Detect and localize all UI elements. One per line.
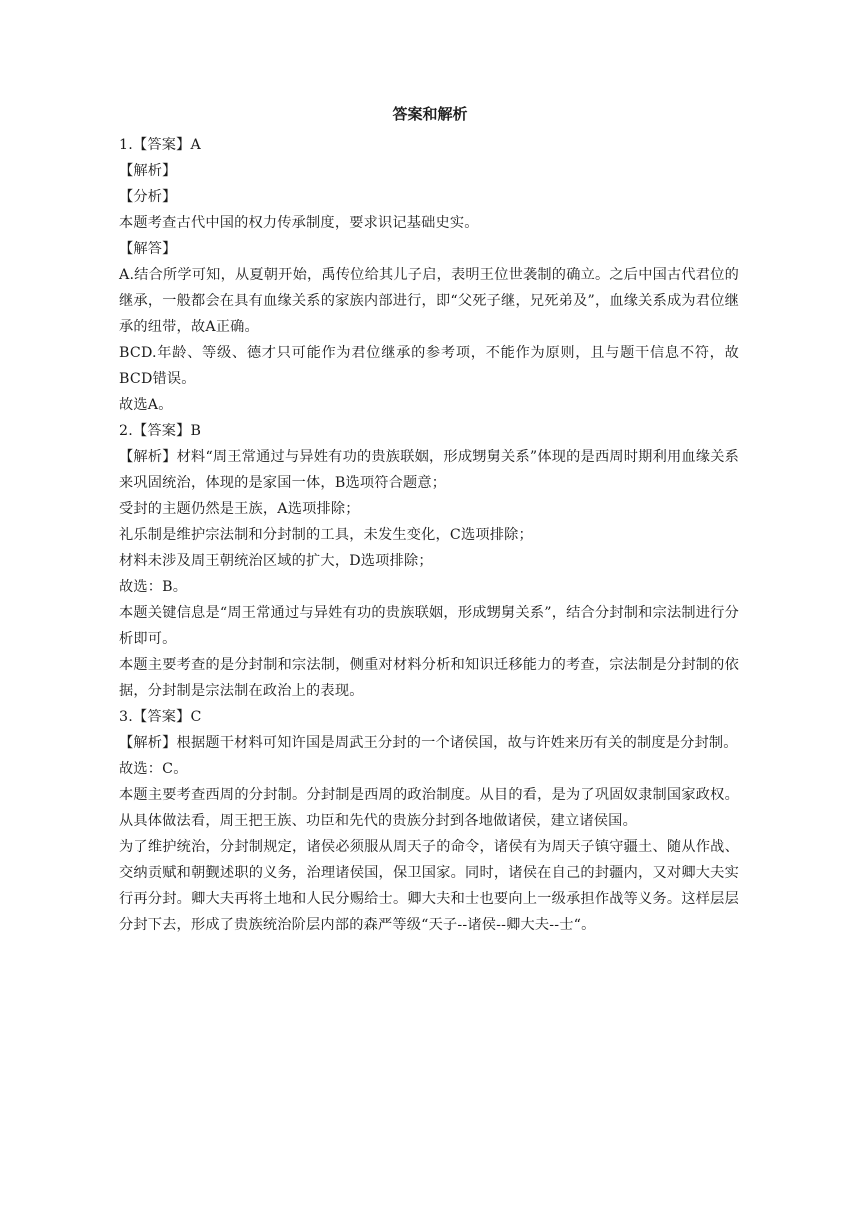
q3-conclusion: 故选：C。 (119, 761, 188, 777)
q1-conclusion: 故选A。 (119, 397, 173, 413)
q1-option-a: A.结合所学可知，从夏朝开始，禹传位给其儿子启，表明王位世袭制的确立。之后中国古代君位的继承，一般都会在具有血缘关系的家族内部进行，即“父死子继，兄死弟及”，血缘关系成为君位继承的纽带，故A正确。 (119, 267, 739, 335)
q3-analysis: 【解析】根据题干材料可知许国是周武王分封的一个诸侯国，故与许姓来历有关的制度是分封制。 (119, 735, 738, 751)
q3-summary: 本题主要考查西周的分封制。分封制是西周的政治制度。从目的看，是为了巩固奴隶制国家政权。从具体做法看，周王把王族、功臣和先代的贵族分封到各地做诸侯，建立诸侯国。 (119, 787, 739, 829)
q2-option-c: 礼乐制是维护宗法制和分封制的工具，未发生变化，C选项排除； (119, 527, 533, 543)
q1-fenxi-heading: 【分析】 (119, 189, 177, 205)
q2-option-a: 受封的主题仍然是王族，A选项排除； (119, 501, 360, 517)
q2-analysis: 【解析】材料“周王常通过与异姓有功的贵族联姻，形成甥舅关系”体现的是西周时期利用血缘关系来巩固统治，体现的是家国一体，B选项符合题意； (119, 449, 739, 491)
q1-option-bcd: BCD.年龄、等级、德才只可能作为君位继承的参考项，不能作为原则，且与题干信息不符，故BCD错误。 (119, 345, 739, 387)
q2-key-info: 本题关键信息是“周王常通过与异姓有功的贵族联姻，形成甥舅关系”，结合分封制和宗法制进行分析即可。 (119, 605, 739, 647)
document-body (119, 132, 739, 938)
q2-summary: 本题主要考查的是分封制和宗法制，侧重对材料分析和知识迁移能力的考查，宗法制是分封制的依据，分封制是宗法制在政治上的表现。 (119, 657, 739, 699)
q3-answer: 3.【答案】C (119, 709, 202, 725)
q1-jieda-heading: 【解答】 (119, 241, 177, 257)
q2-option-d: 材料未涉及周王朝统治区域的扩大，D选项排除； (119, 553, 433, 569)
q1-analysis-heading: 【解析】 (119, 163, 177, 179)
page-title: 答案和解析 (392, 105, 468, 123)
q1-answer: 1.【答案】A (119, 137, 201, 153)
q1-fenxi-text: 本题考查古代中国的权力传承制度，要求识记基础史实。 (119, 215, 479, 231)
q2-answer: 2.【答案】B (119, 423, 202, 439)
q3-detail: 为了维护统治，分封制规定，诸侯必须服从周天子的命令，诸侯有为周天子镇守疆土、随从作战、交纳贡赋和朝觐述职的义务，治理诸侯国，保卫国家。同时，诸侯在自己的封疆内，又对卿大夫实行再分封。卿大夫再将土地和人民分赐给士。卿大夫和士也要向上一级承担作战等义务。这样层层分封下去，形成了贵族统治阶层内部的森严等级“天子--诸侯--卿大夫--士“。 (119, 839, 739, 933)
q2-conclusion: 故选：B。 (119, 579, 188, 595)
